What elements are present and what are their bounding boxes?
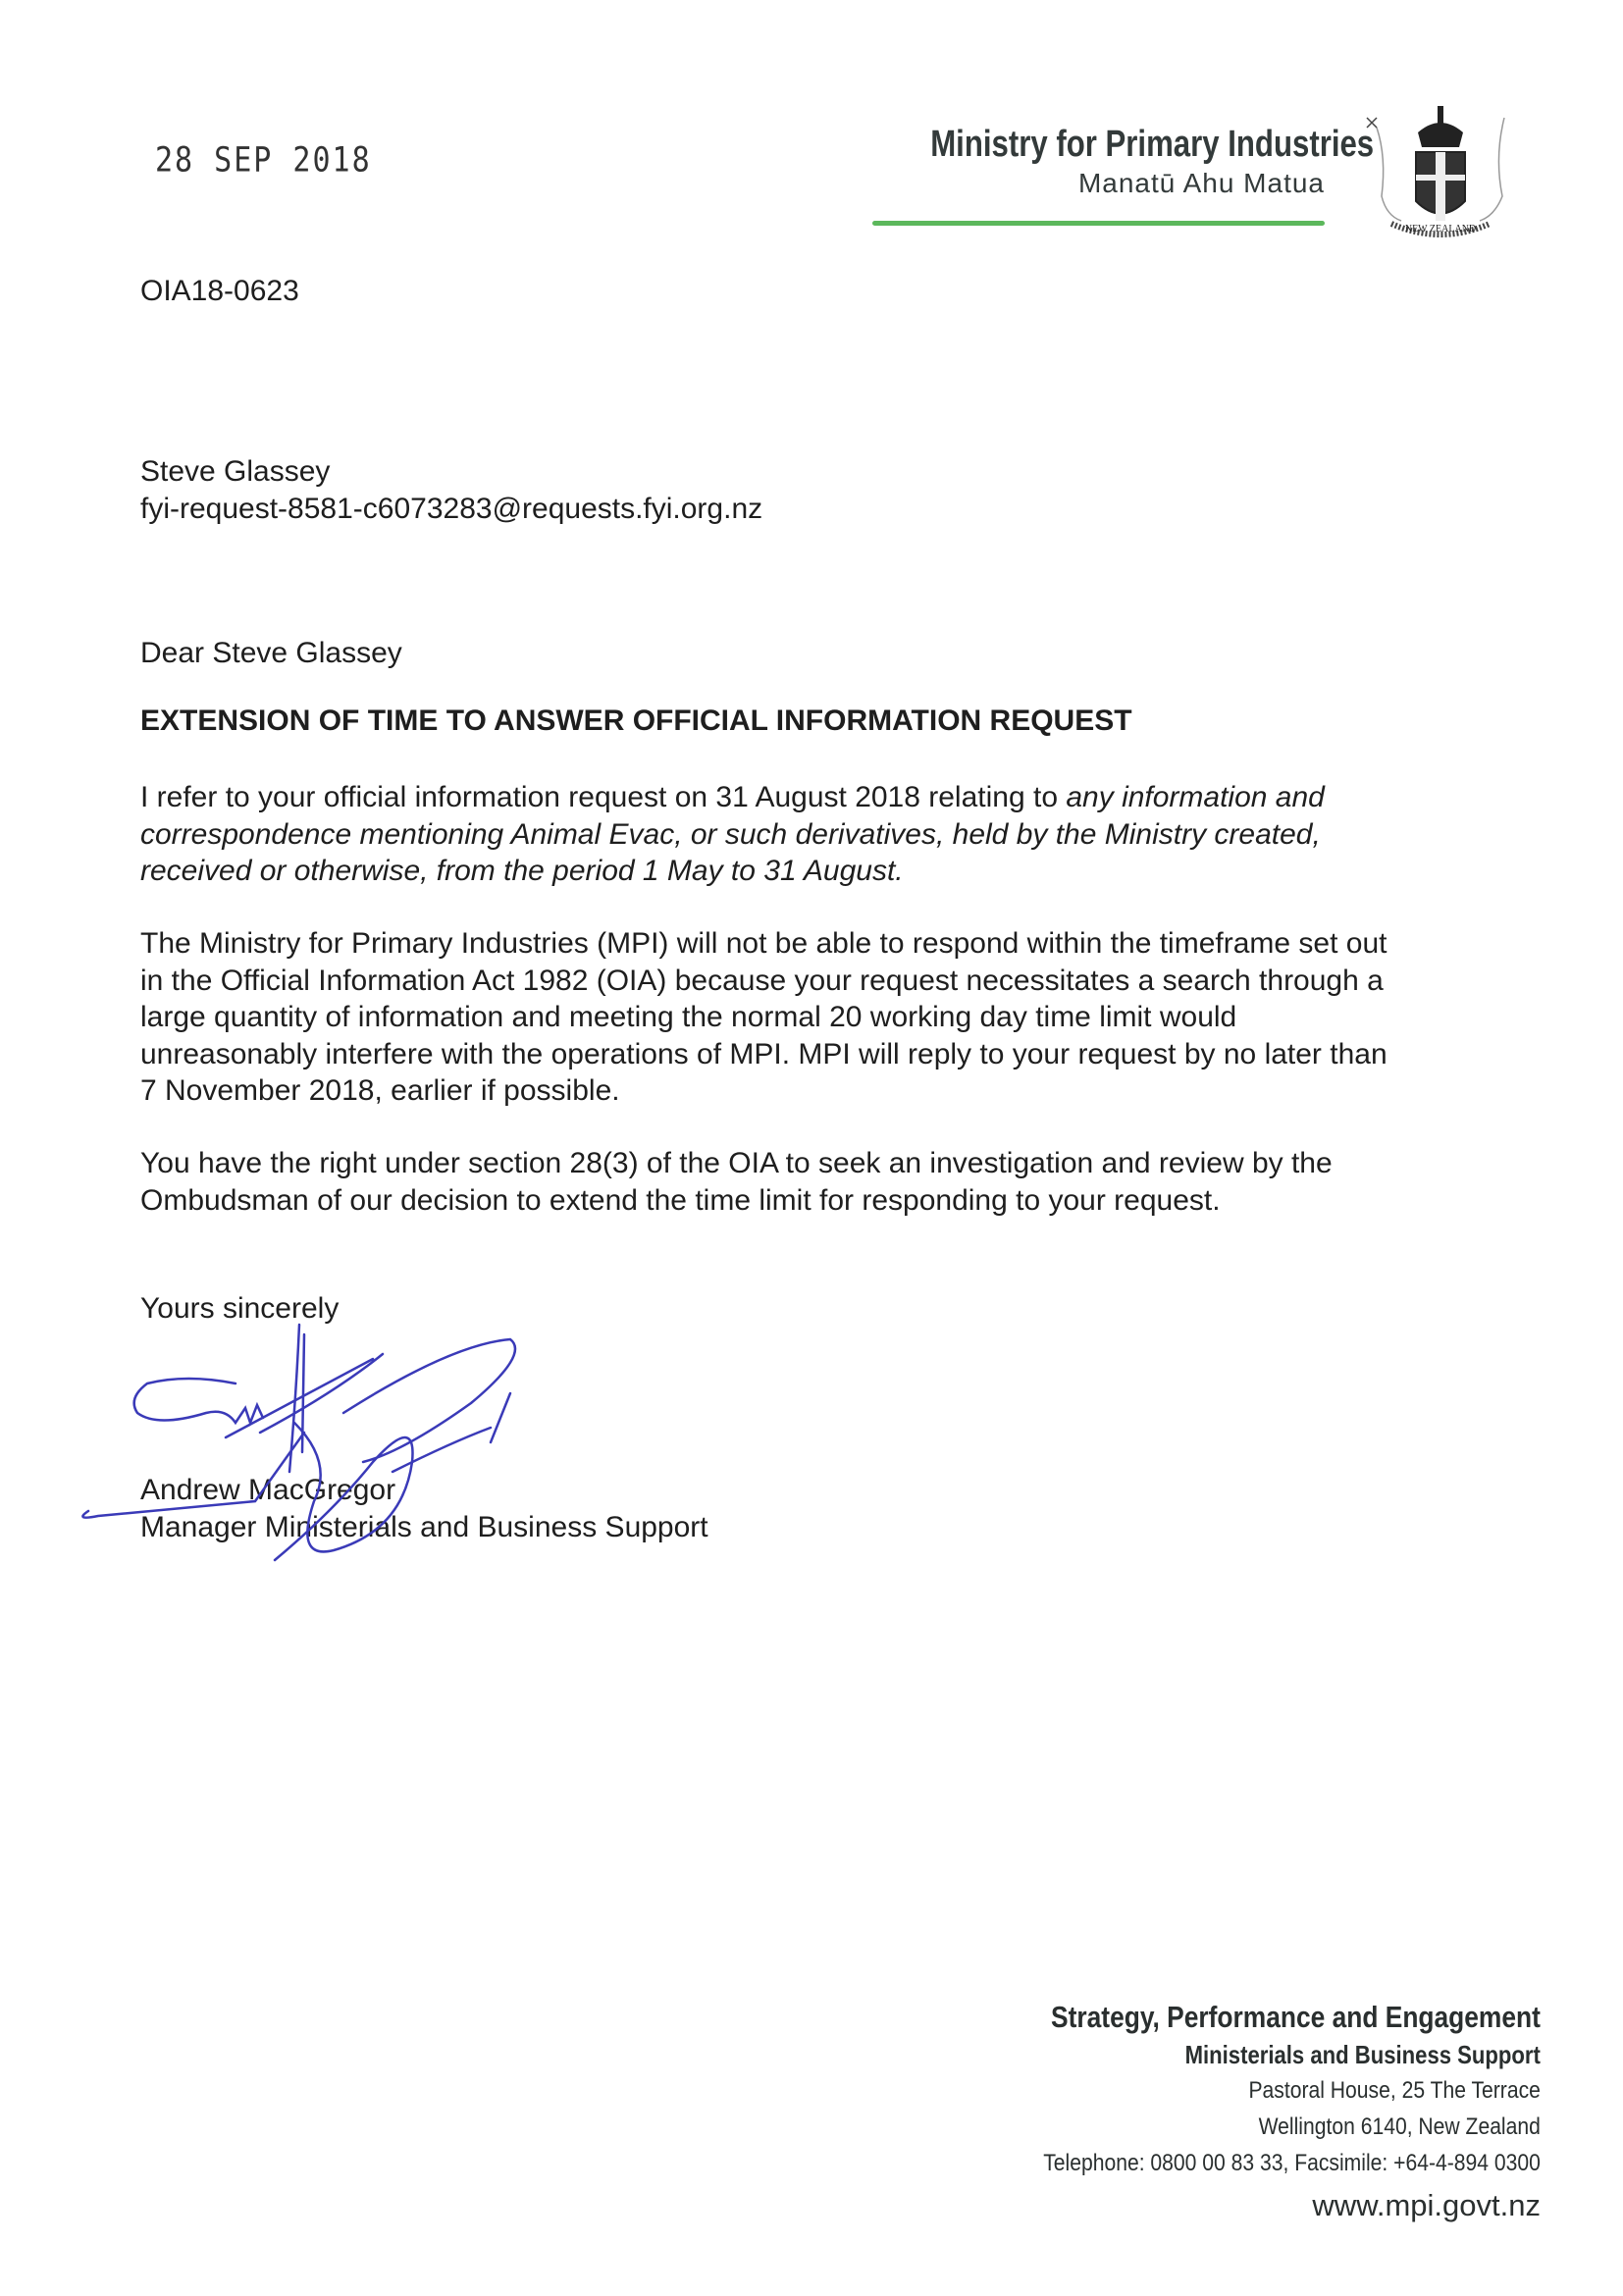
footer-address-line2: Wellington 6140, New Zealand — [1258, 2113, 1541, 2140]
letterhead — [844, 124, 1375, 199]
letterhead-divider — [872, 221, 1325, 226]
nz-coat-of-arms-icon — [1357, 98, 1524, 255]
paragraph-extension: The Ministry for Primary Industries (MPI) will not be able to respond within the timeframe set out in the Official Information Act 1982 (OIA) because your request necessitates a search through a large quantity of information and meeting the normal 20 working day time limit would unreasonably interfere with the operations of MPI. MPI will reply to your request by no later than 7 November 2018, earlier if possible. — [140, 927, 1387, 1107]
footer-address-line1: Pastoral House, 25 The Terrace — [1248, 2077, 1541, 2104]
svg-text:NEW ZEALAND: NEW ZEALAND — [1404, 224, 1477, 235]
footer-unit: Ministerials and Business Support — [1184, 2040, 1541, 2069]
paragraph-request-intro: I refer to your official information request on 31 August 2018 relating to — [140, 781, 1067, 813]
letter-heading: EXTENSION OF TIME TO ANSWER OFFICIAL INFORMATION REQUEST — [140, 704, 1132, 737]
recipient-address — [140, 453, 762, 527]
footer-contact-numbers: Telephone: 0800 00 83 33, Facsimile: +64-4-894 0300 — [1043, 2150, 1541, 2176]
paragraph-request-quote: any information and correspondence mentioning Animal Evac, or such derivatives, held by the Ministry created, received or otherwise, from the period 1 May to 31 August. — [140, 781, 1325, 887]
salutation: Dear Steve Glassey — [140, 637, 402, 669]
signatory-name: Andrew MacGregor — [140, 1474, 396, 1506]
closing: Yours sincerely — [140, 1292, 340, 1325]
paragraph-rights: You have the right under section 28(3) of the OIA to seek an investigation and review by the Ombudsman of our decision to extend the time limit for responding to your request. — [140, 1147, 1333, 1217]
received-date-stamp: 28 SEP 2018 — [155, 140, 372, 181]
footer-group: Strategy, Performance and Engagement — [1051, 2000, 1541, 2034]
ministry-name: Ministry for Primary Industries — [930, 124, 1375, 165]
oia-reference: OIA18-0623 — [140, 275, 299, 307]
ministry-maori-name: Manatū Ahu Matua — [1077, 168, 1325, 198]
paragraph-request — [140, 779, 1406, 890]
footer-website: www.mpi.govt.nz — [1312, 2188, 1541, 2222]
recipient-name: Steve Glassey — [140, 455, 331, 488]
recipient-email: fyi-request-8581-c6073283@requests.fyi.org.nz — [140, 492, 763, 525]
handwritten-signature — [79, 1315, 608, 1609]
footer-contact — [965, 1998, 1541, 2226]
signatory-title: Manager Ministerials and Business Support — [140, 1510, 708, 1543]
